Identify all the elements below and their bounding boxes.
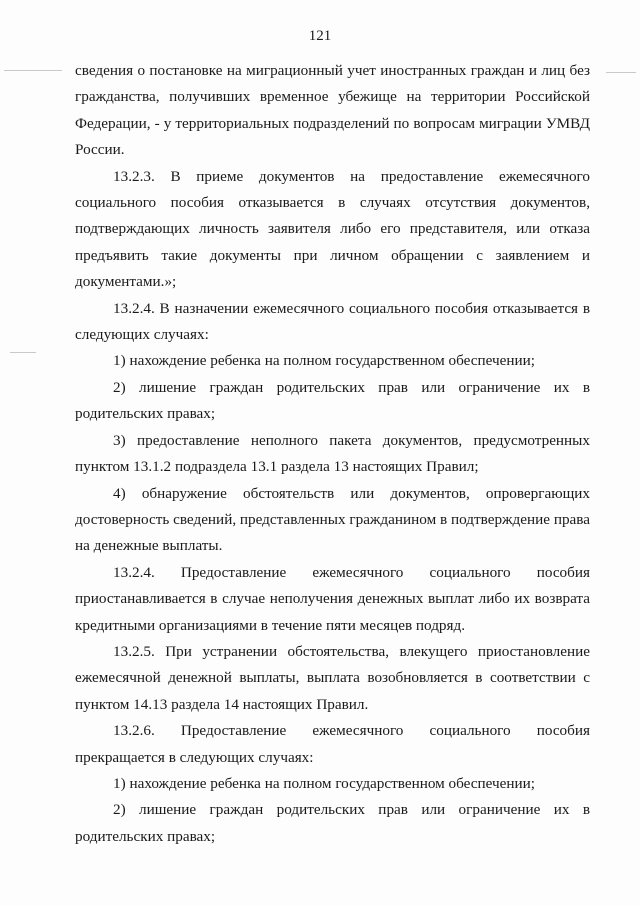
list-item-termination-1: 1) нахождение ребенка на полном государственном обеспечении;	[113, 774, 536, 792]
list-item-refusal-1: 1) нахождение ребенка на полном государственном обеспечении;	[113, 352, 536, 370]
paragraph-13-2-3: 13.2.3. В приеме документов на предоставление ежемесячного социального пособия отказывается в случаях отсутствия документов, подтверждающих личность заявителя либо его представителя, или отказа предъявить такие документы при личном обращении с заявлением и документами.»;	[75, 167, 590, 291]
list-item-refusal-2: 2) лишение граждан родительских прав или ограничение их в родительских правах;	[75, 378, 590, 423]
paragraph-migration-info: сведения о постановке на миграционный учет иностранных граждан и лиц без гражданства, получивших временное убежище на территории Российской Федерации, - у территориальных подразделений по вопросам миграции УМВД России.	[75, 62, 590, 159]
paragraph-13-2-6: 13.2.6. Предоставление ежемесячного социального пособия прекращается в следующих случаях:	[75, 722, 590, 766]
paragraph-13-2-4-suspension: 13.2.4. Предоставление ежемесячного социального пособия приостанавливается в случае неполучения денежных выплат либо их возврата кредитными организациями в течение пяти месяцев подряд.	[75, 563, 590, 634]
list-item-refusal-3: 3) предоставление неполного пакета документов, предусмотренных пунктом 13.1.2 подраздела 13.1 раздела 13 настоящих Правил;	[75, 431, 590, 476]
scan-artifact	[606, 72, 636, 73]
paragraph-13-2-5: 13.2.5. При устранении обстоятельства, влекущего приостановление ежемесячной денежной выплаты, выплата возобновляется в соответствии с пунктом 14.13 раздела 14 настоящих Правил.	[75, 642, 590, 713]
list-item-termination-2: 2) лишение граждан родительских прав или ограничение их в родительских правах;	[75, 801, 590, 845]
scan-artifact	[4, 70, 62, 71]
page-number: 121	[308, 28, 332, 44]
paragraph-13-2-4-refusal: 13.2.4. В назначении ежемесячного социального пособия отказывается в следующих случаях:	[75, 299, 590, 344]
list-item-refusal-4: 4) обнаружение обстоятельств или документов, опровергающих достоверность сведений, представленных гражданином в подтверждение права на денежные выплаты.	[75, 484, 590, 555]
scan-artifact	[10, 352, 36, 353]
document-body	[75, 58, 590, 850]
